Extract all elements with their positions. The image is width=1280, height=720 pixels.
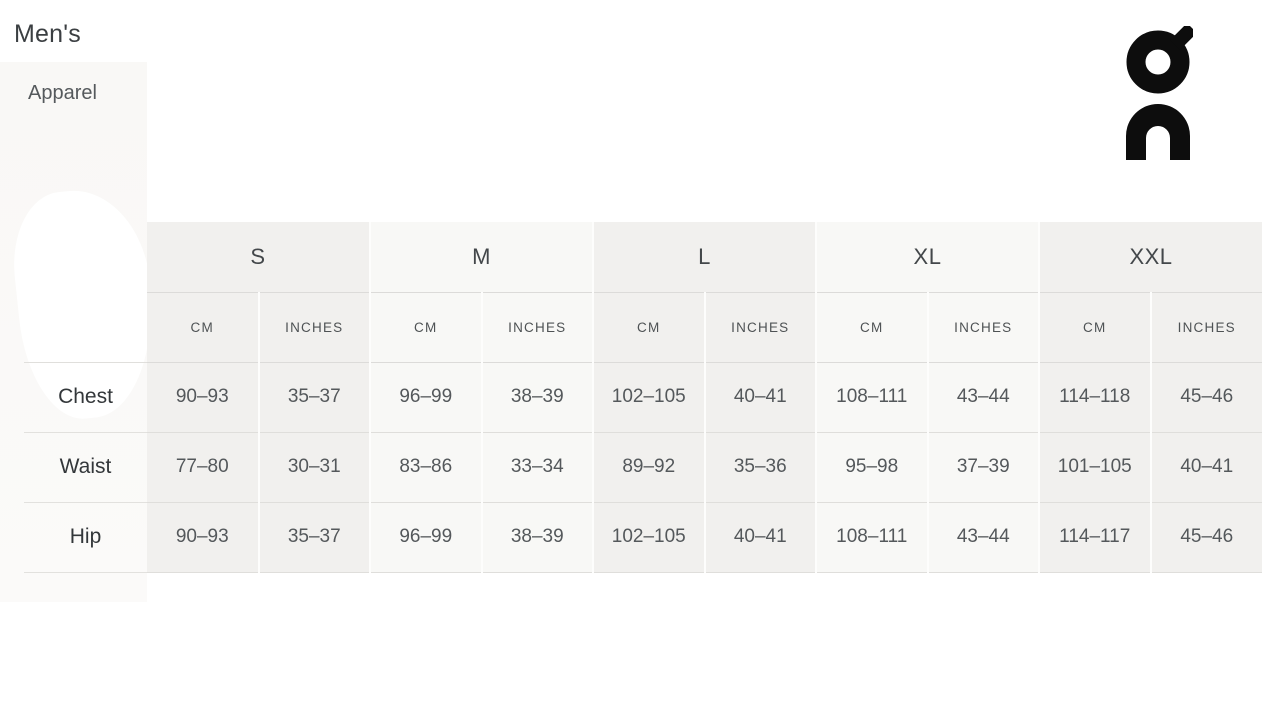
measure-value: 33–34 (482, 432, 594, 502)
measure-value: 43–44 (928, 362, 1040, 432)
unit-header-cm: CM (593, 292, 705, 362)
measure-value: 101–105 (1039, 432, 1151, 502)
page-title: Men's (14, 20, 81, 48)
measure-value: 90–93 (147, 362, 259, 432)
measure-value: 96–99 (370, 502, 482, 572)
measure-value: 114–117 (1039, 502, 1151, 572)
page-subtitle: Apparel (28, 82, 97, 104)
measure-value: 35–37 (259, 502, 371, 572)
measure-value: 114–118 (1039, 362, 1151, 432)
measure-value: 108–111 (816, 362, 928, 432)
measure-value: 37–39 (928, 432, 1040, 502)
unit-header-row (24, 292, 1262, 362)
unit-header-cm: CM (1039, 292, 1151, 362)
size-header-xxl: XXL (1039, 222, 1262, 292)
size-chart-table (24, 222, 1262, 573)
size-header-s: S (147, 222, 370, 292)
unit-header-inches: INCHES (1151, 292, 1263, 362)
corner-cell (24, 292, 147, 362)
measure-label: Chest (24, 362, 147, 432)
size-header-l: L (593, 222, 816, 292)
unit-header-cm: CM (370, 292, 482, 362)
measure-value: 38–39 (482, 502, 594, 572)
measure-value: 45–46 (1151, 362, 1263, 432)
unit-header-inches: INCHES (928, 292, 1040, 362)
measure-value: 83–86 (370, 432, 482, 502)
size-header-row (24, 222, 1262, 292)
size-header-m: M (370, 222, 593, 292)
corner-cell (24, 222, 147, 292)
unit-header-inches: INCHES (259, 292, 371, 362)
measure-value: 89–92 (593, 432, 705, 502)
measure-value: 35–37 (259, 362, 371, 432)
measure-value: 96–99 (370, 362, 482, 432)
size-header-xl: XL (816, 222, 1039, 292)
measure-value: 95–98 (816, 432, 928, 502)
measure-value: 35–36 (705, 432, 817, 502)
measure-row-waist (24, 432, 1262, 502)
measure-value: 77–80 (147, 432, 259, 502)
unit-header-inches: INCHES (482, 292, 594, 362)
measure-label: Waist (24, 432, 147, 502)
unit-header-cm: CM (147, 292, 259, 362)
measure-value: 40–41 (1151, 432, 1263, 502)
measure-label: Hip (24, 502, 147, 572)
measure-value: 90–93 (147, 502, 259, 572)
measure-value: 108–111 (816, 502, 928, 572)
measure-value: 30–31 (259, 432, 371, 502)
measure-row-hip (24, 502, 1262, 572)
measure-value: 43–44 (928, 502, 1040, 572)
measure-value: 45–46 (1151, 502, 1263, 572)
measure-value: 102–105 (593, 502, 705, 572)
measure-value: 38–39 (482, 362, 594, 432)
unit-header-inches: INCHES (705, 292, 817, 362)
measure-value: 102–105 (593, 362, 705, 432)
measure-value: 40–41 (705, 502, 817, 572)
measure-value: 40–41 (705, 362, 817, 432)
measure-row-chest (24, 362, 1262, 432)
unit-header-cm: CM (816, 292, 928, 362)
on-logo-icon (1125, 26, 1193, 160)
